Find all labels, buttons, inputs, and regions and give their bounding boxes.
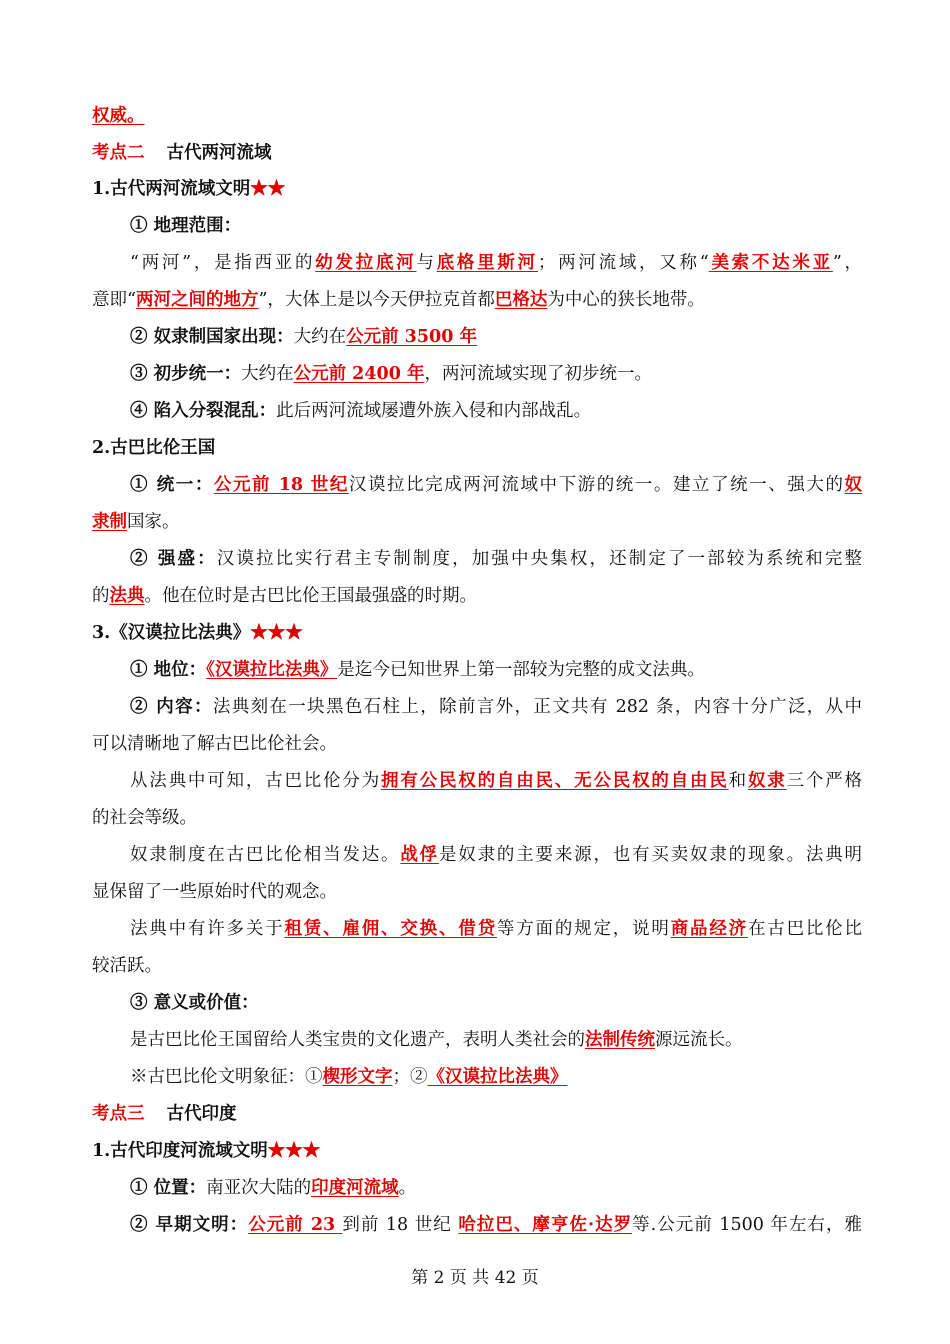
star-icon: ★★ <box>250 179 286 199</box>
section-heading: 考点三 古代印度 <box>92 1104 237 1124</box>
text-line: 权威。 <box>92 106 145 126</box>
subsection-heading: 1.古代两河流域文明★★ <box>92 179 286 199</box>
text-line: 可以清晰地了解古巴比伦社会。 <box>92 734 337 754</box>
star-icon: ★★★ <box>250 623 303 643</box>
star-icon: ★★★ <box>267 1141 321 1161</box>
text-line: ① 地位：《汉谟拉比法典》是迄今已知世界上第一部较为完整的成文法典。 <box>130 660 705 680</box>
text-line: 法典中有许多关于租赁、雇佣、交换、借贷等方面的规定，说明商品经济在古巴比伦比 <box>130 919 863 939</box>
text-line: ① 统一：公元前 18 世纪汉谟拉比完成两河流域中下游的统一。建立了统一、强大的奴 <box>130 475 863 495</box>
item-heading: ① 地理范围： <box>130 216 242 236</box>
text-line: ② 强盛：汉谟拉比实行君主专制制度，加强中央集权，还制定了一部较为系统和完整 <box>130 549 863 569</box>
text-line: ② 奴隶制国家出现：大约在公元前 3500 年 <box>130 327 477 347</box>
section-heading: 考点二 古代两河流域 <box>92 143 272 163</box>
text-line: ① 位置：南亚次大陆的印度河流域。 <box>130 1178 417 1198</box>
text-line: ③ 初步统一：大约在公元前 2400 年，两河流域实现了初步统一。 <box>130 364 652 384</box>
text-line: ④ 陷入分裂混乱：此后两河流域屡遭外族入侵和内部战乱。 <box>130 401 592 421</box>
text-line: 隶制国家。 <box>92 512 180 532</box>
text-line: “两河”，是指西亚的幼发拉底河与底格里斯河；两河流域，又称“美索不达米亚”， <box>130 253 863 273</box>
subsection-heading: 1.古代印度河流域文明★★★ <box>92 1141 321 1161</box>
text-line: ※古巴比伦文明象征：①楔形文字；②《汉谟拉比法典》 <box>130 1067 568 1087</box>
text-line: 较活跃。 <box>92 956 162 976</box>
page-footer: 第 2 页 共 42 页 <box>411 1268 539 1288</box>
item-heading: ③ 意义或价值： <box>130 993 259 1013</box>
subsection-heading: 3.《汉谟拉比法典》★★★ <box>92 623 303 643</box>
text-line: 是古巴比伦王国留给人类宝贵的文化遗产，表明人类社会的法制传统源远流长。 <box>130 1030 743 1050</box>
text-line: 奴隶制度在古巴比伦相当发达。战俘是奴隶的主要来源，也有买卖奴隶的现象。法典明 <box>130 845 863 865</box>
text-line: 显保留了一些原始时代的观念。 <box>92 882 337 902</box>
text-line: ② 内容：法典刻在一块黑色石柱上，除前言外，正文共有 282 条，内容十分广泛，从中 <box>130 697 862 717</box>
subsection-heading: 2.古巴比伦王国 <box>92 438 216 458</box>
text-line: 的法典。他在位时是古巴比伦王国最强盛的时期。 <box>92 586 477 606</box>
text-line: 从法典中可知，古巴比伦分为拥有公民权的自由民、无公民权的自由民和奴隶三个严格 <box>130 771 863 791</box>
text-line: ② 早期文明：公元前 23 到前 18 世纪 哈拉巴、摩亨佐·达罗等.公元前 1500 年左右，雅 <box>130 1215 862 1235</box>
text-line: 意即“两河之间的地方”，大体上是以今天伊拉克首都巴格达为中心的狭长地带。 <box>92 290 705 310</box>
text-line: 的社会等级。 <box>92 808 197 828</box>
